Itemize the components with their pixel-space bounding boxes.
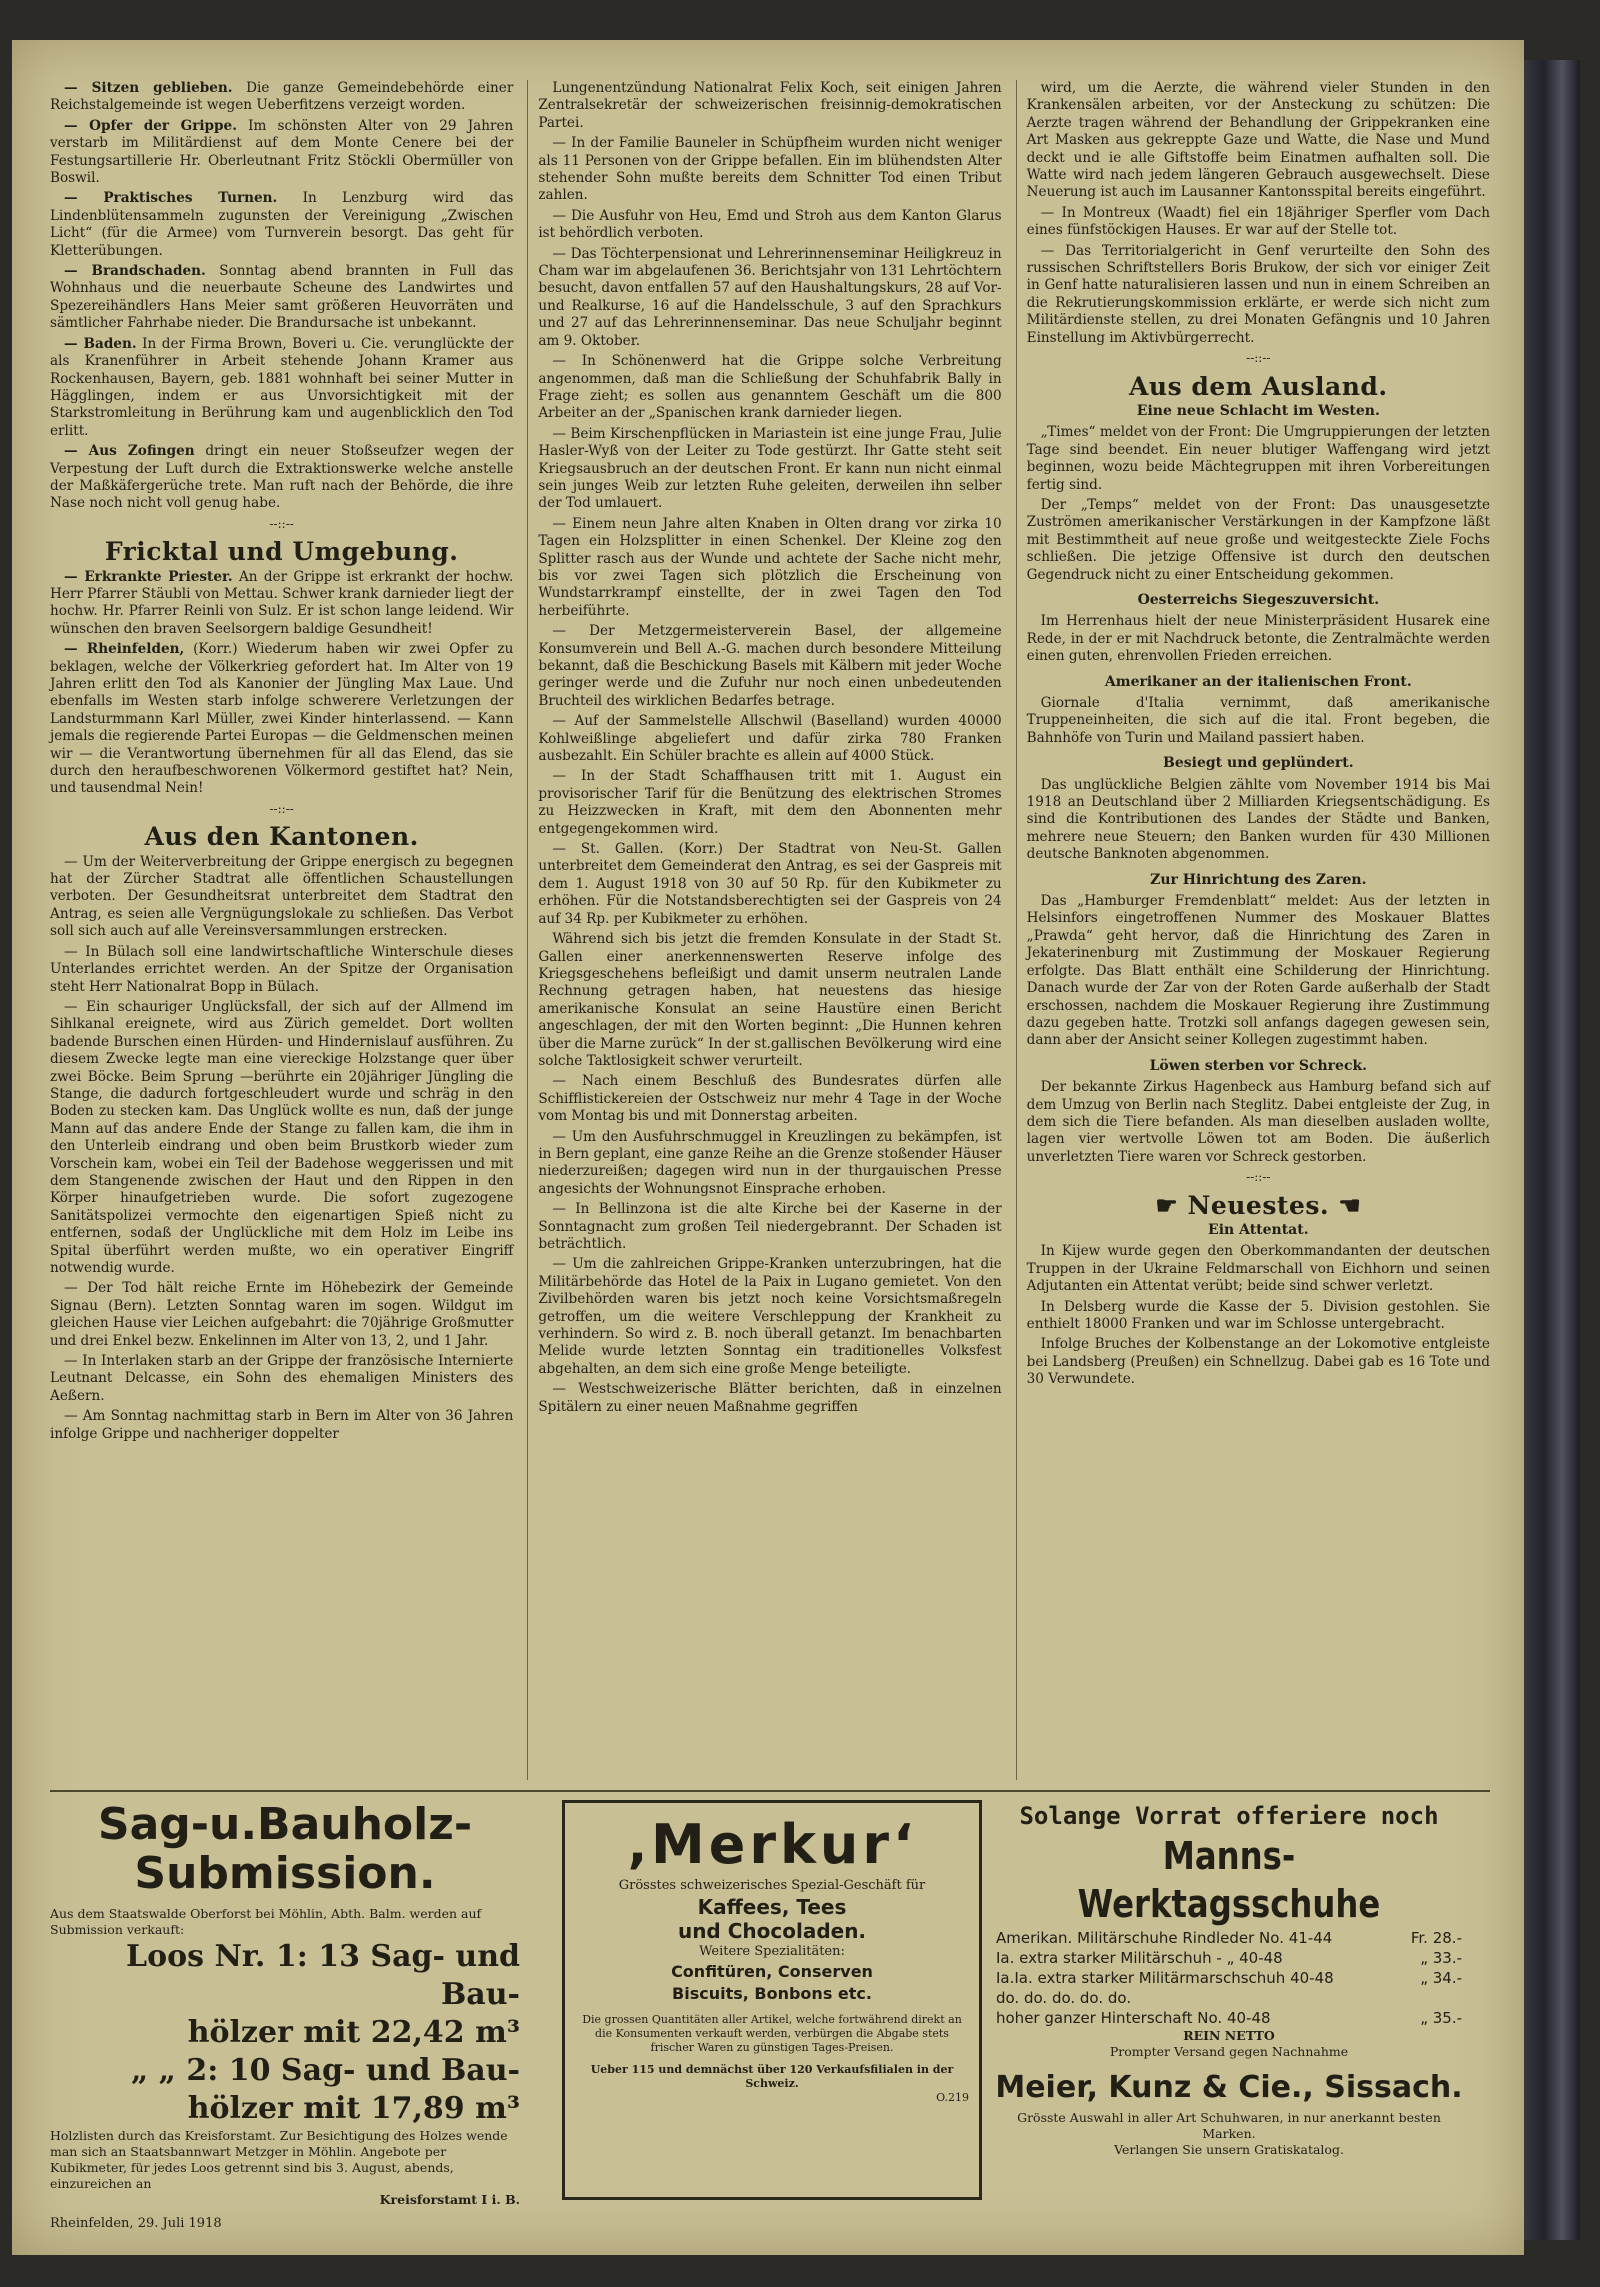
article-lead: — Erkrankte Priester. <box>64 568 233 585</box>
separator: --::-- <box>1246 351 1271 366</box>
ad-line: Weitere Spezialitäten: <box>699 1944 845 1959</box>
article-paragraph <box>50 944 513 996</box>
lot-2-volume: hölzer mit 17,89 m³ <box>187 2091 520 2126</box>
ad-merkur <box>562 1800 982 2220</box>
article-lead: — Praktisches Turnen. <box>64 190 278 207</box>
section-heading-ausland: Aus dem Ausland. <box>1129 371 1388 401</box>
article-paragraph <box>1027 1243 1490 1295</box>
ad-footer: Ueber 115 und demnächst über 120 Verkaufsfilialen in der Schweiz. <box>590 2063 954 2090</box>
product-label: Amerikan. Militärschuhe Rindleder No. 41-44 <box>996 1929 1333 1947</box>
article-paragraph <box>1027 1299 1490 1334</box>
column-1 <box>50 80 513 1780</box>
price-row <box>994 1948 1464 1968</box>
article-text: — Der Metzgermeisterverein Basel, der allgemeine Konsumverein und Bell A.-G. machen durch besondere Mitteilung bekannt, daß die Beschickung Basels mit Kälbern mit jeder Woche geringer werde und die Zufuhr nur noch einen unbedeutenden Bruchteil des wirklichen Bedarfes betrage. <box>538 623 1002 709</box>
subheading: Löwen sterben vor Schreck. <box>1149 1057 1368 1074</box>
article-text: — In Interlaken starb an der Grippe der französische Internierte Leutnant Delcasse, ein Sohn des ehemaligen Ministers des Aeßern. <box>50 1353 514 1404</box>
ad-prompt: Prompter Versand gegen Nachnahme <box>1109 2044 1349 2059</box>
article-text: Lungenentzündung Nationalrat Felix Koch, seit einigen Jahren Zentralsekretär der schweizerischen freisinnig-demokratischen Partei. <box>538 80 1002 131</box>
article-paragraph <box>538 426 1001 513</box>
newspaper-page <box>12 40 1524 2255</box>
article-text: — Westschweizerische Blätter berichten, daß in einzelnen Spitälern zu einer neuen Maßnahme gegriffen <box>538 1381 1002 1415</box>
article-paragraph <box>1027 497 1490 584</box>
price-row <box>994 1988 1464 2008</box>
article-paragraph <box>538 1381 1001 1416</box>
article-text: In der Firma Brown, Boveri u. Cie. verunglückte der als Kranenführer in Arbeit stehende Johann Kramer aus Rockenhausen, Bayern, geb. 1881 wohnhaft bei seiner Mutter in Hägglingen, indem er aus Unvorsichtigkeit mit der Starkstromleitung in Berührung kam und augenblicklich den Tod erlitt. <box>50 335 514 439</box>
lot-2-line: „ „ 2: 10 Sag- und Bau- <box>130 2053 520 2088</box>
price-row <box>994 1968 1464 1988</box>
article-paragraph <box>538 246 1001 350</box>
ad-schuhe <box>994 1800 1464 2220</box>
article-paragraph <box>538 516 1001 620</box>
ad-netto: REIN NETTO <box>1183 2028 1275 2043</box>
lot-list <box>50 1938 520 2128</box>
ad-company: Meier, Kunz & Cie., Sissach. <box>995 2070 1463 2105</box>
article-paragraph <box>50 118 513 188</box>
article-text: An der Grippe ist erkrankt der hochw. Herr Pfarrer Stäubli von Mettau. Schwer krank darnieder liegt der hochw. Hr. Pfarrer Reinli von Sulz. Er ist schon lange leidend. Wir wünschen den braven Seelsorgern baldige Gesundheit! <box>50 568 514 637</box>
article-lead: — Sitzen geblieben. <box>64 80 233 96</box>
article-text: Infolge Bruches der Kolbenstange an der Lokomotive entgleiste bei Landsberg (Preußen) ein Schnellzug. Dabei gab es 16 Tote und 30 Verwundete. <box>1026 1336 1490 1388</box>
article-paragraph <box>1027 695 1490 747</box>
price-row <box>994 2008 1464 2028</box>
product-price <box>1390 1988 1464 2008</box>
product-price: „ 35.- <box>1420 2009 1462 2027</box>
article-paragraph <box>1027 80 1490 202</box>
subheading: Eine neue Schlacht im Westen. <box>1136 402 1380 419</box>
article-paragraph <box>538 1256 1001 1378</box>
ad-date: Rheinfelden, 29. Juli 1918 <box>50 2216 222 2231</box>
article-text: Die ganze Gemeindebehörde einer Reichstalgemeinde ist wegen Ueberfitzens verzeigt worden. <box>50 80 514 114</box>
article-text: Der bekannte Zirkus Hagenbeck aus Hamburg befand sich auf dem Umzug von Berlin nach Steglitz. Dabei entgleiste der Zug, in dem sich die Tiere befanden. Als man dieselben ausladen wollte, lagen vier wertvolle Löwen tot am Boden. Die äußerlich unverletzten Tiere waren vor Schreck gestorben. <box>1026 1079 1490 1165</box>
ad-line: und Chocoladen. <box>677 1919 867 1943</box>
ad-title: Sag-u.Bauholz- <box>97 1799 473 1850</box>
product-label: do. do. do. do. do. <box>996 1989 1132 2007</box>
ad-foot: Grösste Auswahl in aller Art Schuhwaren, in nur anerkannt besten Marken. <box>1017 2110 1441 2141</box>
article-paragraph <box>1027 205 1490 240</box>
ad-sub: Grösstes schweizerisches Spezial-Geschäft für <box>618 1878 926 1893</box>
article-text: Giornale d'Italia vernimmt, daß amerikanische Truppeneinheiten, die sich auf die ital. Front begeben, die Bahnhöfe von Turin und Mailand passiert haben. <box>1026 695 1490 746</box>
ad-code: O.219 <box>936 2091 969 2104</box>
article-paragraph <box>538 1201 1001 1253</box>
article-paragraph <box>50 1353 513 1405</box>
subheading: Zur Hinrichtung des Zaren. <box>1150 871 1367 888</box>
article-lead: — Opfer der Grippe. <box>64 117 237 134</box>
article-paragraph <box>50 1408 513 1443</box>
separator: --::-- <box>1246 1170 1271 1185</box>
article-text: dringt ein neuer Stoßseufzer wegen der Verpestung der Luft durch die Extraktionswerke welche anstelle der Maßkäfergerüche trete. Man ruft nach der Behörde, die ihre Nase noch nicht voll genug habe. <box>50 443 514 512</box>
article-paragraph <box>1027 777 1490 864</box>
ad-brand: Manns-Werktagsschuhe <box>1077 1834 1381 1926</box>
article-columns <box>50 80 1490 1780</box>
article-text: wird, um die Aerzte, die während vieler Stunden in den Krankensälen arbeiten, vor der Ansteckung zu schützen: Die Aerzte tragen während der Behandlung der Grippekranken eine Art Masken aus gekreppte Gaze und Watte, die Nase und Mund deckt und ie alle Giftstoffe beim Einatmen aufhalten soll. Die Watte wird nach jedem längeren Gebrauch ausgewechselt. Diese Neuerung ist auch im Lausanner Kantonsspital bereits eingeführt. <box>1026 80 1490 201</box>
article-paragraph <box>50 1280 513 1350</box>
article-text: — In Schönenwerd hat die Grippe solche Verbreitung angenommen, daß man die Schließung der Schuhfabrik Bally in Frage zieht; es sollen aus genanntem Geschäft um die 800 Arbeiter an der „Spanischen krank darnieder liegen. <box>538 353 1002 422</box>
ad-merkur-box <box>562 1800 982 2200</box>
section-heading-neuestes: ☛ Neuestes. ☚ <box>1155 1190 1362 1220</box>
article-text: — Der Tod hält reiche Ernte im Höhebezirk der Gemeinde Signau (Bern). Letzten Sonntag waren im sogen. Wildgut im gleichen Hause vier Leichen aufgebahrt: die 70jährige Großmutter und drei Enkel bezw. Enkelinnen im Alter von 13, 2, und 1 Jahr. <box>50 1280 514 1349</box>
lot-1-volume: hölzer mit 22,42 m³ <box>187 2015 520 2050</box>
article-paragraph <box>1027 243 1490 347</box>
article-text: — Das Territorialgericht in Genf verurteilte den Sohn des russischen Schriftstellers Boris Brukow, der sich vor einiger Zeit in Genf hatte naturalisieren lassen und nun in einem Schreiben an die Rekrutierungskommission erklärte, er werde sich nicht zum Militärdienste stellen, zu drei Monaten Gefängnis und 10 Jahren Einstellung im Aktivbürgerrecht. <box>1026 242 1490 346</box>
article-paragraph <box>50 854 513 941</box>
article-paragraph <box>50 569 513 639</box>
article-paragraph <box>538 80 1001 132</box>
article-text: — Die Ausfuhr von Heu, Emd und Stroh aus dem Kanton Glarus ist behördlich verboten. <box>538 207 1002 242</box>
lot-1-line: Loos Nr. 1: 13 Sag- und Bau- <box>126 1939 520 2012</box>
article-paragraph <box>50 999 513 1278</box>
article-text: — Auf der Sammelstelle Allschwil (Baselland) wurden 40000 Kohlweißlinge abgeliefert und dafür zirka 780 Franken ausbezahlt. Ein Schüler brachte es allein auf 4000 Stück. <box>538 713 1002 765</box>
article-text: — In Bülach soll eine landwirtschaftliche Winterschule dieses Unterlandes errichtet werden. An der Spitze der Organisation steht Herr Nationalrat Bopp in Bülach. <box>50 943 514 995</box>
product-price: „ 33.- <box>1420 1949 1462 1967</box>
article-text: — Ein schauriger Unglücksfall, der sich auf der Allmend im Sihlkanal ereignete, wird aus Zürich gemeldet. Dort wollten badende Burschen einen Hürden- und Hindernislauf ausführen. Zu diesem Zwecke legte man eine viereckige Holzstange quer über zwei Böcke. Beim Sprung —berührte ein 20jähriger Jüngling die Stange, die dadurch fortgeschleudert wurde und schräg in den Boden zu stecken kam. Das Unglück wollte es nun, daß der junge Mann auf das andere Ende der Stange zu fallen kam, die ihm in den Unterleib eindrang und oben beim Brustkorb wieder zum Vorschein kam, wobei ein Teil der Badehose weggerissen und mit dem Stangenende zwischen der Haut und den Rippen in den Körper hinaufgetrieben wurde. Die sofort zugezogene Sanitätspolizei vermochte den eigenartigen Spieß nicht zu entfernen, sodaß der Unglückliche mit dem Holz im Leibe ins Spital überführt werden mußte, wo ein operativer Eingriff notwendig wurde. <box>50 998 514 1276</box>
ad-holz-submission <box>50 1799 520 2231</box>
subheading: Besiegt und geplündert. <box>1163 755 1354 772</box>
book-binding <box>1520 60 1580 2240</box>
product-price: Fr. 28.- <box>1410 1929 1462 1947</box>
ad-title: Submission. <box>134 1848 436 1899</box>
article-text: In Lenzburg wird das Lindenblütensammeln zugunsten der Vereinigung „Zwischen Licht“ (für die Armee) vom Turnverein besorgt. Das geht für Kletterübungen. <box>50 190 514 259</box>
article-paragraph <box>538 353 1001 423</box>
article-paragraph <box>1027 613 1490 665</box>
article-paragraph <box>538 841 1001 928</box>
article-paragraph <box>50 263 513 333</box>
article-paragraph <box>538 931 1001 1070</box>
subheading: Amerikaner an der italienischen Front. <box>1104 673 1412 690</box>
article-paragraph <box>50 336 513 440</box>
article-paragraph <box>538 713 1001 765</box>
ad-foot: Verlangen Sie unsern Gratiskatalog. <box>1114 2142 1344 2157</box>
article-paragraph <box>50 190 513 260</box>
article-text: Während sich bis jetzt die fremden Konsulate in der Stadt St. Gallen einer anerkennenswerten Reserve infolge des Kriegsgeschehens befleißigt und damit unserm neutralen Lande Rechnung getragen haben, hat neuestens das hiesige amerikanische Konsulat an seine Haustüre einen Bericht angeschlagen, der mit den Worten beginnt: „Die Hunnen kehren über die Marne zurück“ In der st.gallischen Bevölkerung wird eine solche Taktlosigkeit schwer verurteilt. <box>538 931 1002 1069</box>
article-text: „Times“ meldet von der Front: Die Umgruppierungen der letzten Tage sind beendet. Ein neuer blutiger Waffengang wird jetzt beginnen, wozu beide Mächtegruppen mit ihren Vorbereitungen fertig sind. <box>1026 424 1490 493</box>
article-paragraph <box>538 1129 1001 1199</box>
ad-body: Holzlisten durch das Kreisforstamt. Zur Besichtigung des Holzes wende man sich an Staatsbannwart Metzger in Möhlin. Angebote per Kubikmeter, für jedes Loos getrennt sind bis 3. August, abends, einzureichen an <box>50 2128 508 2191</box>
article-paragraph <box>538 135 1001 205</box>
column-3 <box>1016 80 1490 1780</box>
article-text: — Das Töchterpensionat und Lehrerinnenseminar Heiligkreuz in Cham war im abgelaufenen 36. Berichtsjahr von 131 Lehrtöchtern besucht, davon entfallen 57 auf den Haushaltungskurs, 28 auf Vor- und Realkurse, 16 auf die Handelsschule, 3 auf den Sprachkurs und 27 auf das Lehrerinnenseminar. Das neue Schuljahr beginnt am 9. Oktober. <box>538 245 1002 349</box>
price-table <box>994 1928 1464 2028</box>
pointing-hand-icon: ☚ <box>1329 1190 1362 1220</box>
ad-fine-print: Die grossen Quantitäten aller Artikel, welche fortwährend direkt an die Konsumenten verkauft werden, verbürgen die Abgabe stets frischer Waren zu günstigen Tages-Preisen. <box>582 2013 962 2054</box>
article-paragraph <box>538 1073 1001 1125</box>
product-price: „ 34.- <box>1420 1969 1462 1987</box>
article-text: Im Herrenhaus hielt der neue Ministerpräsident Husarek eine Rede, in der er mit Nachdruck betonte, die Zentralmächte werden einen guten, ehrenvollen Frieden erreichen. <box>1026 613 1490 665</box>
subheading: Oesterreichs Siegeszuversicht. <box>1137 591 1380 608</box>
article-lead: — Baden. <box>64 335 137 352</box>
article-paragraph <box>1027 1079 1490 1166</box>
article-lead: — Aus Zofingen <box>64 443 195 460</box>
article-text: Der „Temps“ meldet von der Front: Das unausgesetzte Zuströmen amerikanischer Verstärkungen in der Kampfzone läßt mit Bestimmtheit auf neue große und weitgesteckte Ziele Fochs schließen. Die jetzige Offensive ist durch den deutschen Gegendruck nicht zu einer Entscheidung gekommen. <box>1026 496 1490 583</box>
article-text: — Am Sonntag nachmittag starb in Bern im Alter von 36 Jahren infolge Grippe und nachheriger doppelter <box>50 1408 514 1442</box>
article-paragraph <box>50 80 513 115</box>
ad-title: ‚Merkur‘ <box>626 1813 918 1876</box>
product-label: Ia. extra starker Militärschuh - „ 40-48 <box>996 1949 1283 1967</box>
section-heading-fricktal: Fricktal und Umgebung. <box>104 537 459 567</box>
article-text: In Kijew wurde gegen den Oberkommandanten der deutschen Truppen in der Ukraine Feldmarschall von Eichhorn und seinen Adjutanten ein Attentat verübt; beide sind schwer verletzt. <box>1026 1243 1490 1295</box>
article-lead: — Brandschaden. <box>64 263 206 280</box>
article-paragraph <box>50 641 513 798</box>
separator: --::-- <box>269 516 294 531</box>
article-text: — In der Familie Bauneler in Schüpfheim wurden nicht weniger als 11 Personen von der Grippe befallen. Ein im blühendsten Alter stehender Sohn mußte bereits dem Schnitter Tod einen Tribut zahlen. <box>538 135 1002 204</box>
article-text: — Nach einem Beschluß des Bundesrates dürfen alle Schifflistickereien der Ostschweiz nur mehr 4 Tage in der Woche vom Montag bis und mit Donnerstag arbeiten. <box>538 1073 1002 1125</box>
article-text: Das unglückliche Belgien zählte vom November 1914 bis Mai 1918 an Deutschland über 2 Milliarden Kriegsentschädigung. Es sind die Kontributionen des Landes der Städte und Banken, mehrere neue Steuern; den Banken wurden für 430 Millionen deutsche Banknoten abgenommen. <box>1026 776 1490 863</box>
article-text: — In Montreux (Waadt) fiel ein 18jähriger Sperfler vom Dach eines fünfstöckigen Hauses. Er war auf der Stelle tot. <box>1026 204 1490 239</box>
article-text: — Um der Weiterverbreitung der Grippe energisch zu begegnen hat der Zürcher Stadtrat alle öffentlichen Schaustellungen verboten. Der Gesundheitsrat unterbreitet dem Stadtrat den Antrag, es seien alle Vergnügungslokale zu schließen. Das Verbot soll sich auch auf alle Vereinsversammlungen erstrecken. <box>50 853 514 940</box>
article-text: — In Bellinzona ist die alte Kirche bei der Kaserne in der Sonntagnacht zum großen Teil niedergebrannt. Der Schaden ist beträchtlich. <box>538 1201 1002 1252</box>
article-text: In Delsberg wurde die Kasse der 5. Division gestohlen. Sie enthielt 18000 Franken und war im Schlosse untergebracht. <box>1026 1298 1490 1332</box>
column-2 <box>527 80 1001 1780</box>
article-paragraph <box>1027 1336 1490 1388</box>
article-text: — St. Gallen. (Korr.) Der Stadtrat von Neu-St. Gallen unterbreitet dem Gemeinderat den Antrag, es sei der Gaspreis mit dem 1. August 1918 von 30 auf 50 Rp. für den Kubikmeter zu erhöhen. Für die Notstandsberechtigten sei der Gaspreis von 24 auf 34 Rp. per Kubikmeter zu erhöhen. <box>538 841 1002 927</box>
article-text: — Beim Kirschenpflücken in Mariastein ist eine junge Frau, Julie Hasler-Wyß von der Leiter zu Tode gestürzt. Ihr Gatte steht seit Kriegsausbruch an der deutschen Front. Er kann nun nicht einmal sein junges Weib zur letzten Ruhe geleiten, derweilen ihn selber der Tod umlauert. <box>538 425 1002 512</box>
ad-line: Kaffees, Tees <box>697 1895 847 1919</box>
product-label: hoher ganzer Hinterschaft No. 40-48 <box>996 2009 1271 2027</box>
section-heading-kantone: Aus den Kantonen. <box>144 822 419 852</box>
separator: --::-- <box>269 801 294 816</box>
article-paragraph <box>538 768 1001 838</box>
ad-line: Biscuits, Bonbons etc. <box>672 1984 872 2003</box>
article-lead: — Rheinfelden, <box>64 641 185 658</box>
price-row <box>994 1928 1464 1948</box>
ad-signer: Kreisforstamt I i. B. <box>379 2192 520 2207</box>
article-paragraph <box>50 443 513 513</box>
article-text: (Korr.) Wiederum haben wir zwei Opfer zu beklagen, welche der Völkerkrieg gefordert hat. Im Alter von 19 Jahren erlitt den Tod als Kanonier der Jüngling Max Laue. Und ebenfalls im Westen starb infolge schwerere Verletzungen der Landsturmmann Karl Müller, zwei Kinder hinterlassend. — Kann jemals die regierende Partei Europas — die Geldmenschen meinen wir — die Verantwortung übernehmen für all das Elend, das sie durch den heraufbeschworenen Völkermord gestiftet hat? Nein, und tausendmal Nein! <box>50 641 514 797</box>
ad-line: Confitüren, Conserven <box>671 1962 873 1981</box>
article-text: — Um die zahlreichen Grippe-Kranken unterzubringen, hat die Militärbehörde das Hotel de la Paix in Lugano gemietet. Von den Zivilbehörden waren bis jetzt noch keine Vorsichtsmaßregeln getroffen, um die weitere Verschleppung der Krankheit zu verhindern. So wird z. B. noch überall getanzt. Im benachbarten Melide wurde letzten Sonntag ein traditionelles Volksfest abgehalten, an dem sich eine große Menge beteiligte. <box>538 1256 1002 1377</box>
subheading: Ein Attentat. <box>1208 1221 1309 1238</box>
advertisements <box>50 1790 1490 2231</box>
pointing-hand-icon: ☛ <box>1155 1190 1188 1220</box>
ad-intro: Aus dem Staatswalde Oberforst bei Möhlin, Abth. Balm. werden auf Submission verkauft: <box>50 1906 482 1937</box>
article-paragraph <box>538 623 1001 710</box>
article-text: Das „Hamburger Fremdenblatt“ meldet: Aus der letzten in Helsinfors eingetroffenen Nummer des Moskauer Blattes „Prawda“ geht hervor, daß die Hinrichtung des Zaren in Jekaterinenburg mit Zustimmung der Moskauer Regierung erfolgte. Das Blatt enthält eine Schilderung der Hinrichtung. Danach wurde der Zar von der Roten Garde außerhalb der Stadt erschossen, nachdem die Moskauer Regierung ihre Zustimmung dazu gegeben hatte. Trotzki soll anfangs dagegen gewesen sein, dann aber der Ansicht seiner Kollegen zugestimmt haben. <box>1026 893 1490 1049</box>
article-text: — Um den Ausfuhrschmuggel in Kreuzlingen zu bekämpfen, ist in Bern geplant, eine ganze Reihe an die Grenze stoßender Häuser niederzureißen; dagegen wird nun in der thurgauischen Presse angesichts der Wohnungsnot Einsprache erhoben. <box>538 1128 1002 1197</box>
article-text: — In der Stadt Schaffhausen tritt mit 1. August ein provisorischer Tarif für die Benützung des elektrischen Stromes zu Heizzwecken in Kraft, mit dem den Abonnenten mehr entgegengekommen wird. <box>538 768 1002 837</box>
article-paragraph <box>1027 893 1490 1050</box>
article-text: Sonntag abend brannten in Full das Wohnhaus und die neuerbaute Scheune des Landwirtes und Spezereihändlers Hans Meier samt größeren Heuvorräten und sämtlicher Fahrhabe nieder. Die Brandursache ist unbekannt. <box>50 263 514 332</box>
ad-head: Solange Vorrat offeriere noch <box>1019 1802 1439 1830</box>
article-paragraph <box>538 208 1001 243</box>
article-text: Im schönsten Alter von 29 Jahren verstarb im Militärdienst auf dem Monte Cenere bei der Festungsartillerie Hr. Oberleutnant Fritz Stöckli Obermüller von Boswil. <box>50 117 514 187</box>
product-label: Ia.Ia. extra starker Militärmarschschuh 40-48 <box>996 1969 1334 1987</box>
article-text: — Einem neun Jahre alten Knaben in Olten drang vor zirka 10 Tagen ein Holzsplitter in einen Schenkel. Der Kleine zog den Splitter rasch aus der Wunde und achtete der Sache nicht mehr, bis vor zwei Tagen sich plötzlich die Erscheinung von Wundstarrkrampf einstellte, der in zwei Tagen den Tod herbeiführte. <box>538 515 1002 619</box>
article-paragraph <box>1027 424 1490 494</box>
